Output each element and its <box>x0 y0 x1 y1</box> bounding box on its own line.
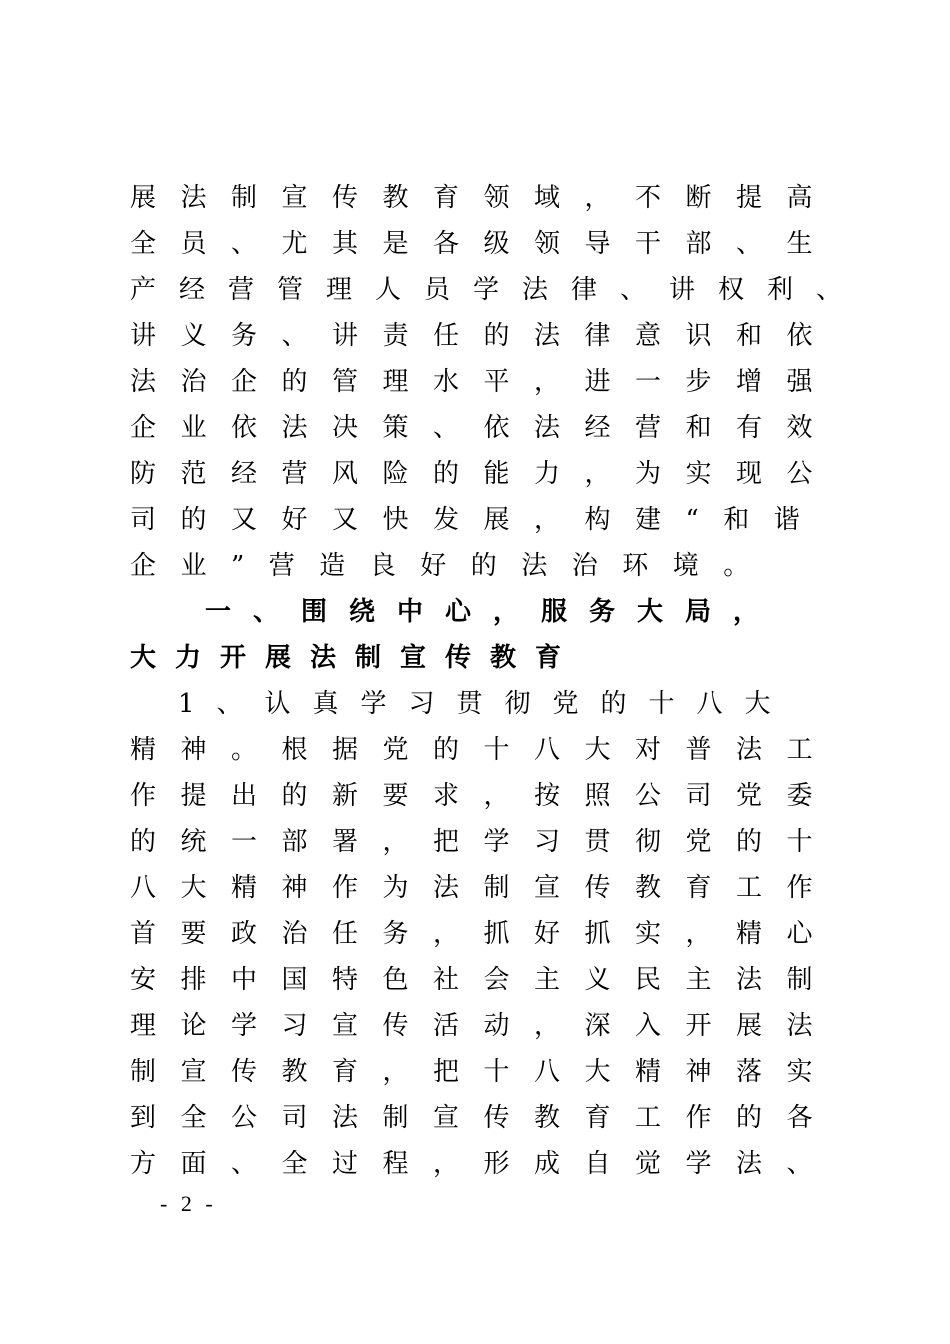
body-text-line: 到全公司法制宣传教育工作的各 <box>130 1103 838 1133</box>
body-text-line: 企业”营造良好的法治环境。 <box>130 551 774 581</box>
body-text-line: 的统一部署，把学习贯彻党的十 <box>130 827 838 857</box>
item-1-first-line: 1、认真学习贯彻党的十八大 <box>178 689 793 719</box>
section-heading-line1: 一、围绕中心，服务大局， <box>205 597 782 627</box>
body-text-line: 八大精神作为法制宣传教育工作 <box>130 873 838 903</box>
body-text-line: 企业依法决策、依法经营和有效 <box>130 413 838 443</box>
body-text-line: 安排中国特色社会主义民主法制 <box>130 965 838 995</box>
body-text-line: 法治企的管理水平，进一步增强 <box>130 367 838 397</box>
body-text-line: 理论学习宣传活动，深入开展法 <box>130 1011 838 1041</box>
body-text-line: 讲义务、讲责任的法律意识和依 <box>130 321 838 351</box>
body-text-line: 产经营管理人员学法律、讲权利、 <box>130 275 866 305</box>
body-text-line: 防范经营风险的能力，为实现公 <box>130 459 838 489</box>
section-heading-line2: 大力开展法制宣传教育 <box>130 643 581 673</box>
body-text-line: 作提出的新要求，按照公司党委 <box>130 781 838 811</box>
body-text-line: 全员、尤其是各级领导干部、生 <box>130 229 838 259</box>
body-text-line: 司的又好又快发展，构建“和谐 <box>130 505 825 535</box>
body-text-line: 制宣传教育，把十八大精神落实 <box>130 1057 838 1087</box>
body-text-line: 首要政治任务，抓好抓实，精心 <box>130 919 838 949</box>
body-text-line: 精神。根据党的十八大对普法工 <box>130 735 838 765</box>
page-number: - 2 - <box>160 1191 217 1216</box>
body-text-line: 展法制宣传教育领域，不断提高 <box>130 183 838 213</box>
body-text-line: 方面、全过程，形成自觉学法、 <box>130 1149 838 1179</box>
